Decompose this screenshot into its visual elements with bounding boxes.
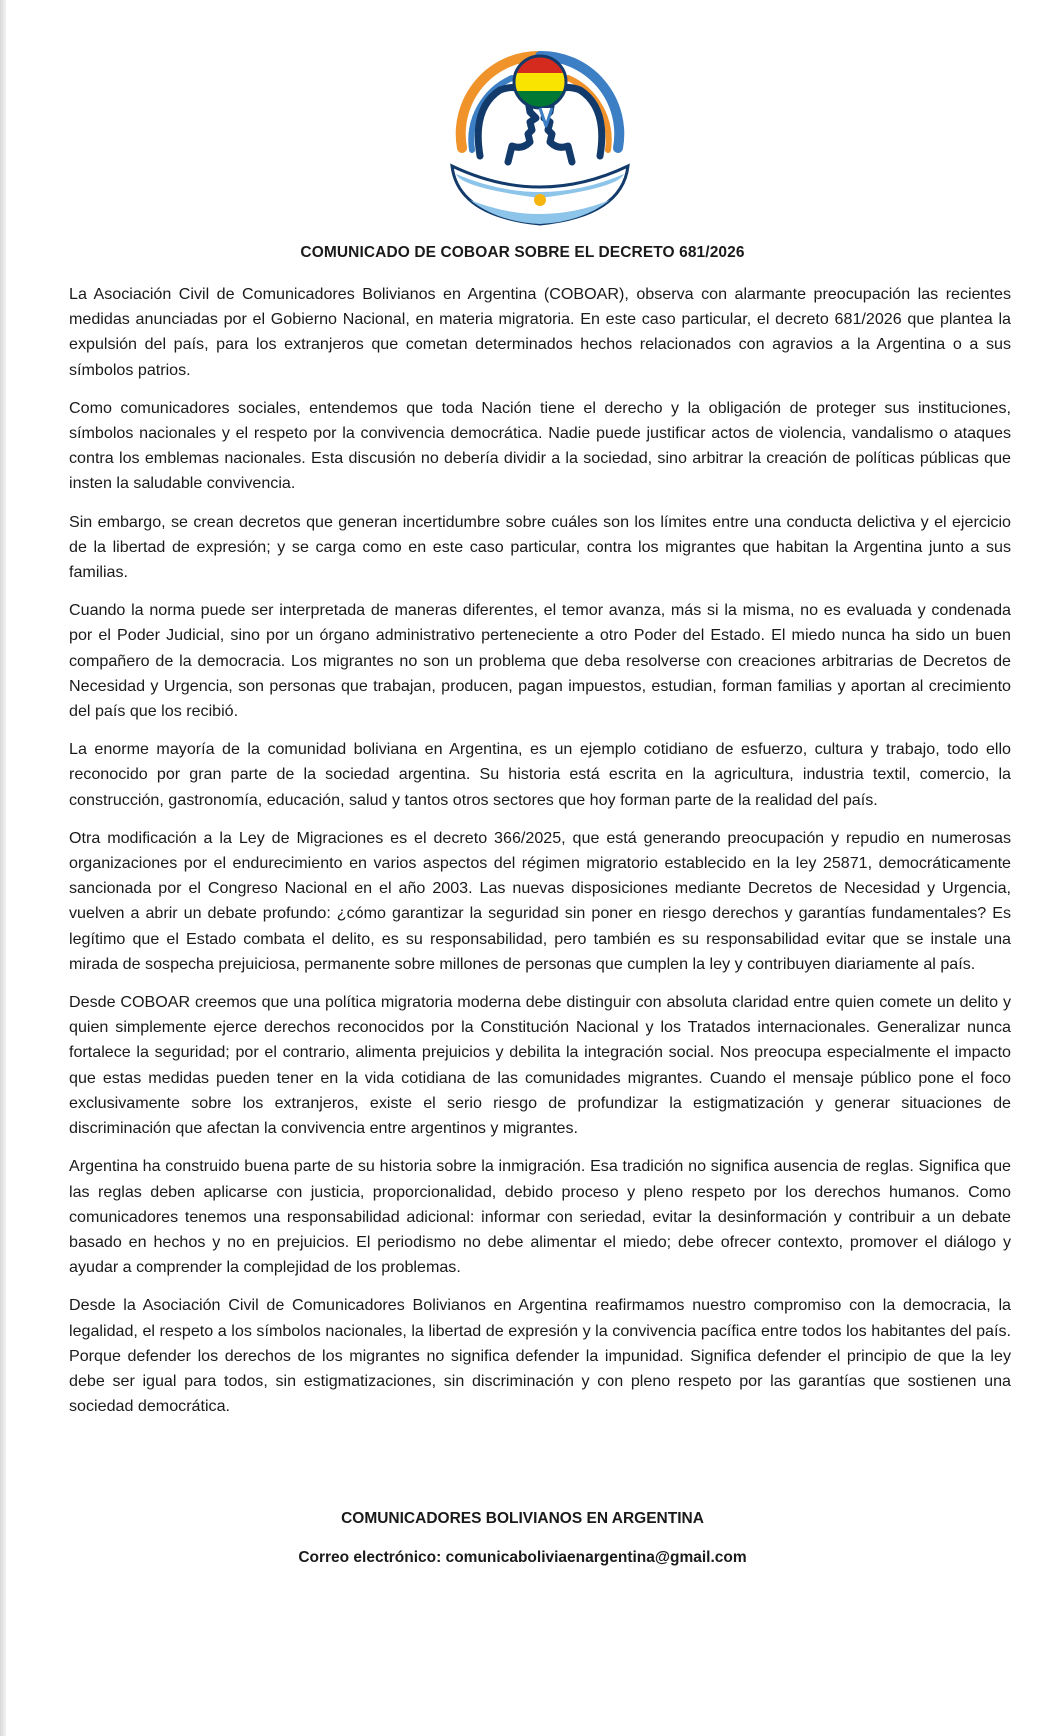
paragraph: Otra modificación a la Ley de Migraciones es el decreto 366/2025, que está generando preocupación y repudio en numerosas organizaciones por el endurecimiento en varios aspectos del régimen migratorio establecido en la ley 25871, democráticamente sancionada por el Congreso Nacional en el año 2003. Las nuevas disposiciones mediante Decretos de Necesidad y Urgencia, vuelven a abrir un debate profundo: ¿cómo garantizar la seguridad sin poner en riesgo derechos y garantías fundamentales? Es legítimo que el Estado combata el delito, es su responsabilidad, pero también es su responsabilidad evitar que se instale una mirada de sospecha prejuiciosa, permanente sobre millones de personas que cumplen la ley y contribuyen diariamente al país.: [69, 828, 1011, 973]
document-title: COMUNICADO DE COBOAR SOBRE EL DECRETO 681/2026: [300, 244, 745, 261]
document-body: [69, 282, 1011, 1432]
signature: COMUNICADORES BOLIVIANOS EN ARGENTINA: [341, 1510, 704, 1527]
paragraph: Sin embargo, se crean decretos que generan incertidumbre sobre cuáles son los límites entre una conducta delictiva y el ejercicio de la libertad de expresión; y se carga como en este caso particular, contra los migrantes que habitan la Argentina junto a sus familias.: [69, 512, 1011, 582]
paragraph: La Asociación Civil de Comunicadores Bolivianos en Argentina (COBOAR), observa con alarmante preocupación las recientes medidas anunciadas por el Gobierno Nacional, en materia migratoria. En este caso particular, el decreto 681/2026 que plantea la expulsión del país, para los extranjeros que cometan determinados hechos relacionados con agravios a la Argentina o a sus símbolos patrios.: [69, 285, 1011, 379]
paragraph: Desde la Asociación Civil de Comunicadores Bolivianos en Argentina reafirmamos nuestro compromiso con la democracia, la legalidad, el respeto a los símbolos nacionales, la libertad de expresión y la convivencia pacífica entre todos los habitantes del país. Porque defender los derechos de los migrantes no significa defender la impunidad. Significa defender el principio de que la ley debe ser igual para todos, sin estigmatizaciones, sin discriminación y con pleno respeto por las garantías que sostienen una sociedad democrática.: [69, 1296, 1011, 1416]
coboar-logo-icon: [442, 38, 638, 232]
sun-icon: [534, 194, 546, 206]
paragraph: Como comunicadores sociales, entendemos que toda Nación tiene el derecho y la obligación de proteger sus instituciones, símbolos nacionales y el respeto por la convivencia democrática. Nadie puede justificar actos de violencia, vandalismo o ataques contra los emblemas nacionales. Esta discusión no debería dividir a la sociedad, sino arbitrar la creación de políticas públicas que insten la saludable convivencia.: [69, 398, 1011, 493]
paragraph: Argentina ha construido buena parte de su historia sobre la inmigración. Esa tradición no significa ausencia de reglas. Significa que las reglas deben aplicarse con justicia, proporcionalidad, debido proceso y pleno respeto por los derechos humanos. Como comunicadores tenemos una responsabilidad adicional: informar con seriedad, evitar la desinformación y contribuir a un debate basado en hechos y no en prejuicios. El periodismo no debe alimentar el miedo; debe ofrecer contexto, promover el diálogo y ayudar a comprender la complejidad de los problemas.: [69, 1157, 1011, 1277]
paragraph: Cuando la norma puede ser interpretada de maneras diferentes, el temor avanza, más si la misma, no es evaluada y condenada por el Poder Judicial, sino por un órgano administrativo perteneciente a otro Poder del Estado. El miedo nunca ha sido un buen compañero de la democracia. Los migrantes no son un problema que deba resolverse con creaciones arbitrarias de Decretos de Necesidad y Urgencia, son personas que trabajan, producen, pagan impuestos, estudian, forman familias y aportan al crecimiento del país que los recibió.: [69, 601, 1011, 721]
contact-email: Correo electrónico: comunicaboliviaenargentina@gmail.com: [298, 1549, 747, 1566]
paragraph: La enorme mayoría de la comunidad boliviana en Argentina, es un ejemplo cotidiano de esfuerzo, cultura y trabajo, todo ello reconocido por gran parte de la sociedad argentina. Su historia está escrita en la agricultura, industria textil, comercio, la construcción, gastronomía, educación, salud y tantos otros sectores que hoy forman parte de la realidad del país.: [69, 740, 1011, 809]
paragraph: Desde COBOAR creemos que una política migratoria moderna debe distinguir con absoluta claridad entre quien comete un delito y quien simplemente ejerce derechos reconocidos por la Constitución Nacional y los Tratados internacionales. Generalizar nunca fortalece la seguridad; por el contrario, alimenta prejuicios y debilita la integración social. Nos preocupa especialmente el impacto que estas medidas pueden tener en la vida cotidiana de las comunidades migrantes. Cuando el mensaje público pone el foco exclusivamente sobre los extranjeros, existe el serio riesgo de profundizar la estigmatización y generar situaciones de discriminación que afectan la convivencia entre argentinos y migrantes.: [69, 993, 1011, 1138]
logo-graphic: [442, 38, 638, 232]
